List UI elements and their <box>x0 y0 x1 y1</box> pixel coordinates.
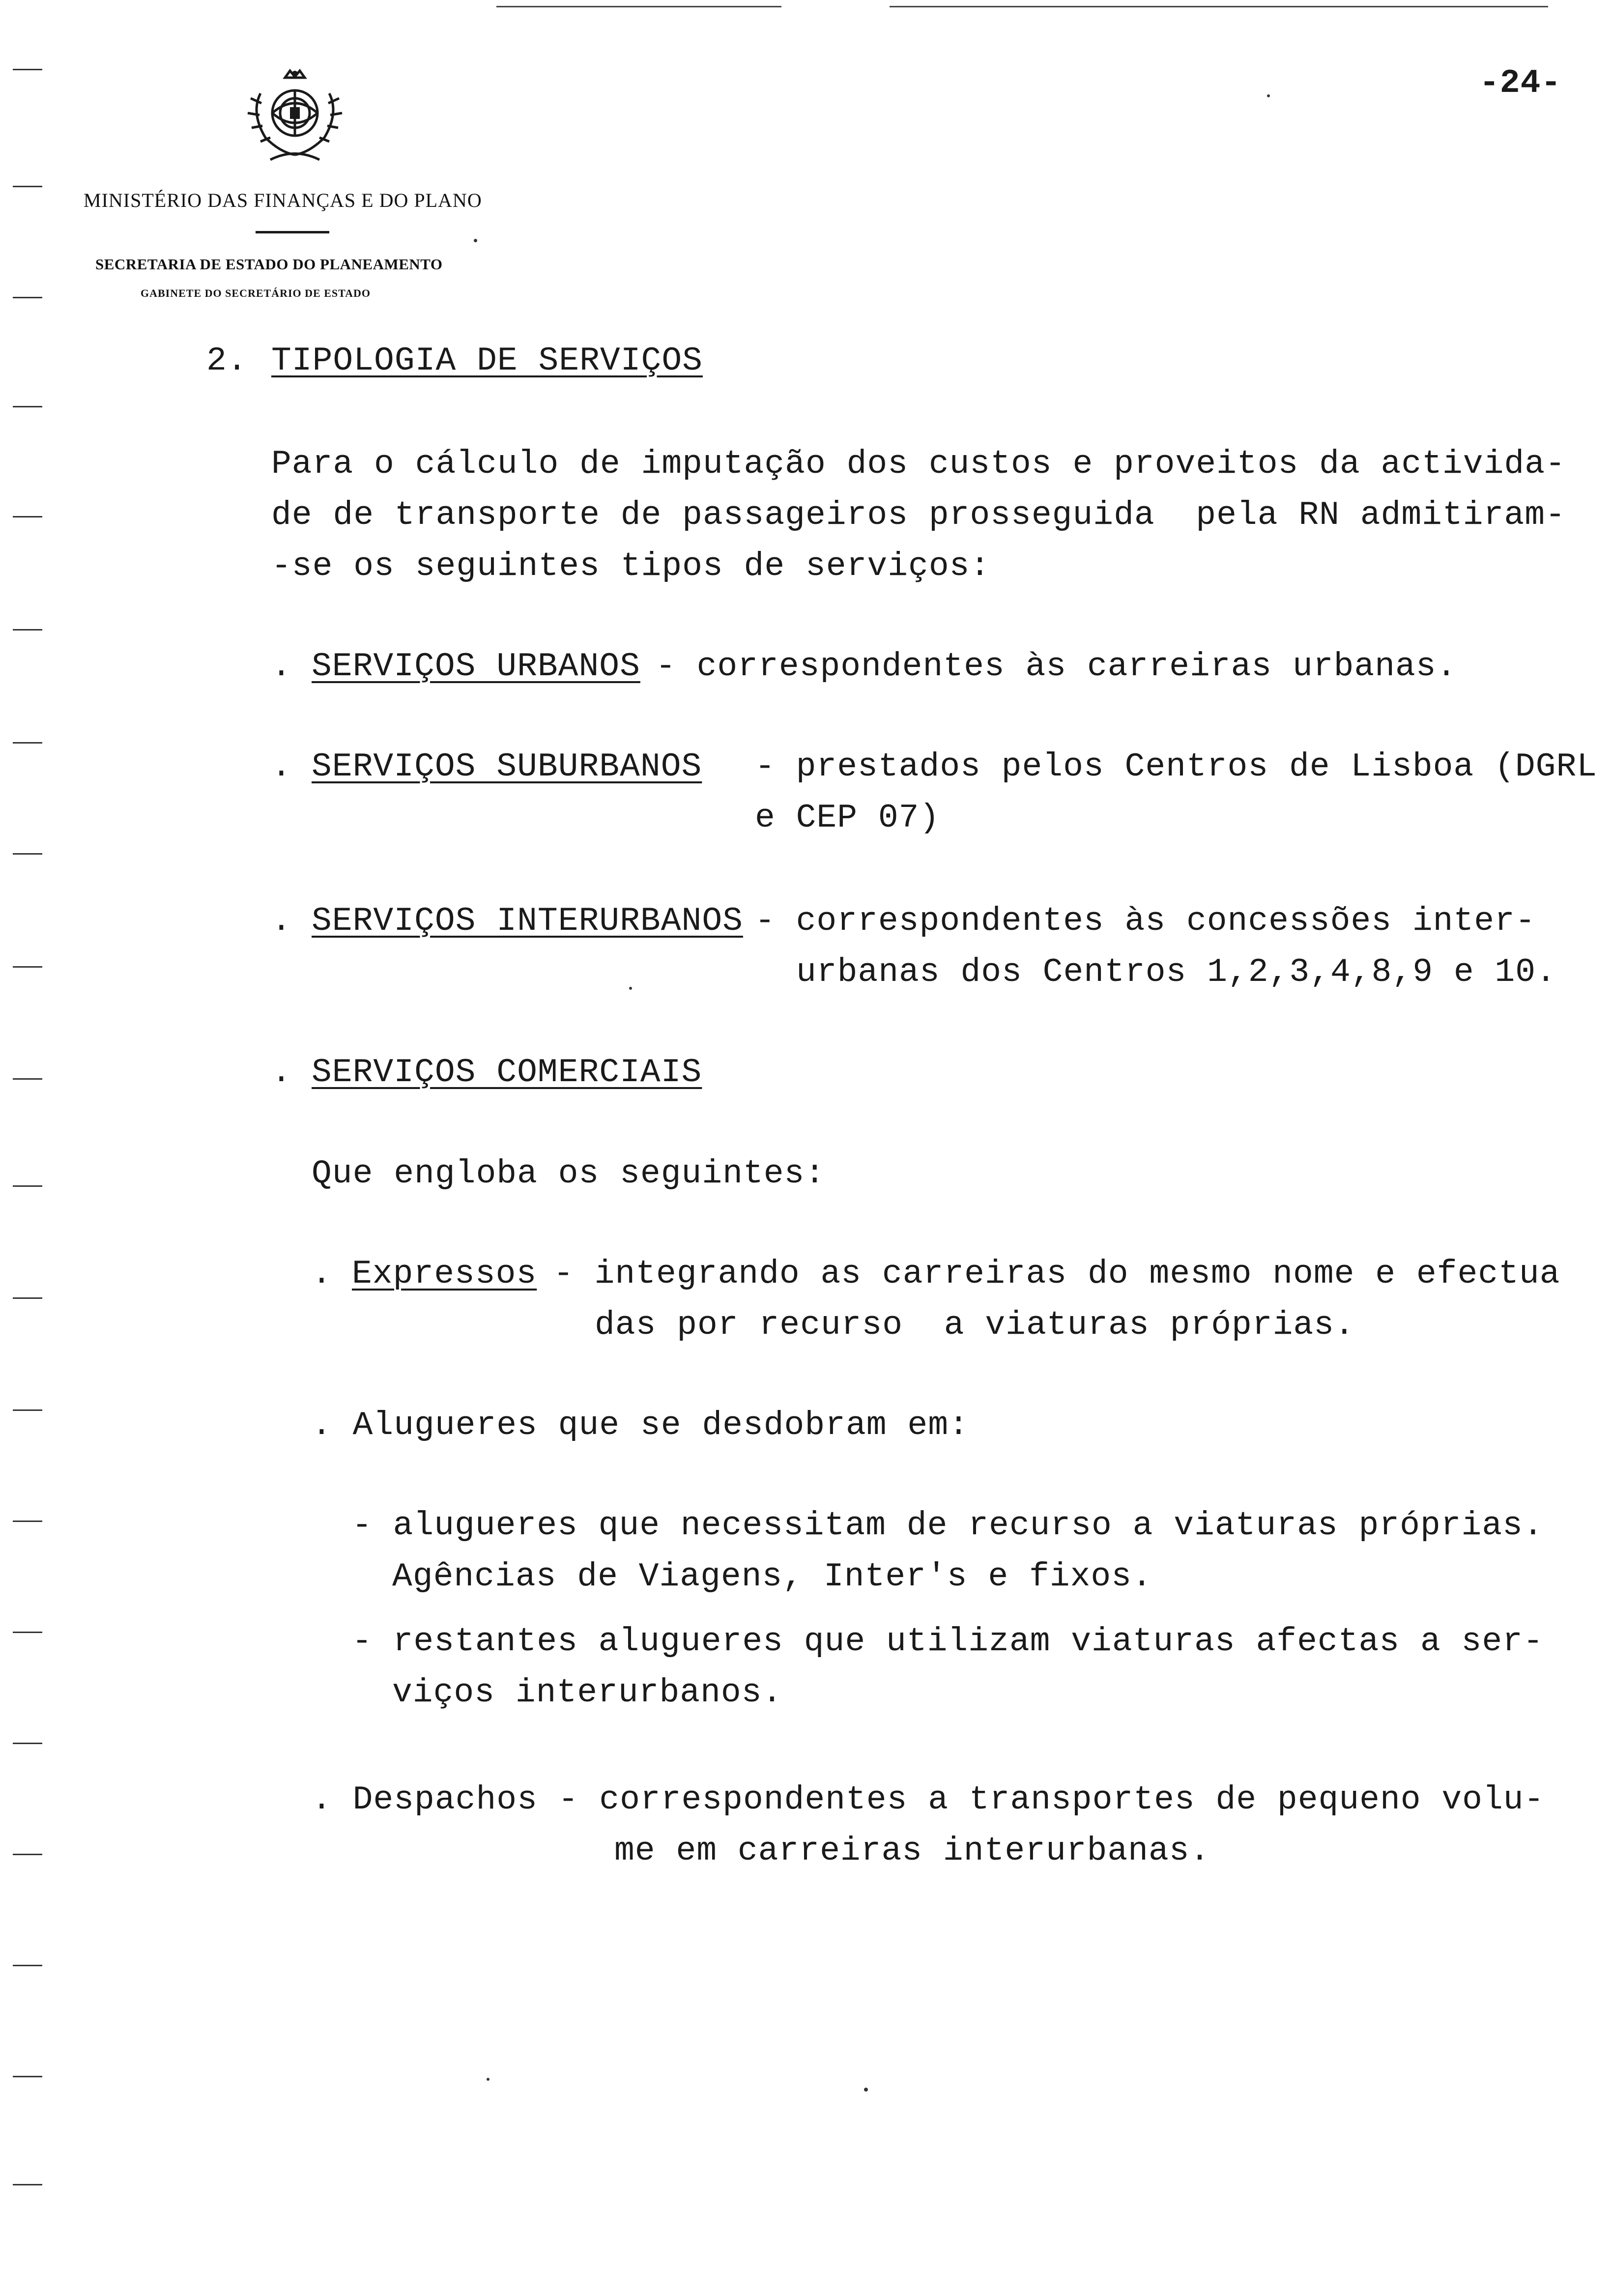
margin-mark <box>13 1409 42 1411</box>
expressos-desc: - integrando as carreiras do mesmo nome e efectua <box>553 1255 1560 1293</box>
margin-mark <box>13 1297 42 1299</box>
service-label-urbanos: SERVIÇOS URBANOS <box>312 648 640 686</box>
ministry-name: MINISTÉRIO DAS FINANÇAS E DO PLANO <box>84 189 482 211</box>
margin-mark <box>13 629 42 631</box>
alugueres-intro: . Alugueres que se desdobram em: <box>312 1406 969 1444</box>
margin-mark <box>13 1632 42 1633</box>
bullet: . <box>271 902 292 940</box>
margin-mark <box>13 1521 42 1522</box>
speck <box>474 239 477 242</box>
margin-mark <box>13 966 42 968</box>
margin-mark <box>13 1965 42 1966</box>
margin-mark <box>13 186 42 187</box>
service-desc-suburbanos: - prestados pelos Centros de Lisboa (DGRL <box>755 748 1598 786</box>
coat-of-arms-emblem <box>231 64 359 167</box>
bullet: . <box>271 748 292 786</box>
speck <box>629 987 632 990</box>
margin-mark <box>13 406 42 407</box>
service-label-comerciais: SERVIÇOS COMERCIAIS <box>312 1054 702 1091</box>
margin-mark <box>13 516 42 517</box>
service-desc-interurbanos: - correspondentes às concessões inter- <box>755 902 1536 940</box>
despachos-line-2: me em carreiras interurbanas. <box>614 1832 1210 1870</box>
margin-mark <box>13 1185 42 1187</box>
service-desc-suburbanos-2: e CEP 07) <box>755 799 940 837</box>
office-name: GABINETE DO SECRETÁRIO DE ESTADO <box>141 287 371 299</box>
page-number: -24- <box>1479 64 1562 102</box>
service-desc-interurbanos-2: urbanas dos Centros 1,2,3,4,8,9 e 10. <box>796 953 1556 991</box>
service-label-interurbanos: SERVIÇOS INTERURBANOS <box>312 902 743 940</box>
scan-edge-line <box>496 6 781 7</box>
comerciais-intro: Que engloba os seguintes: <box>312 1155 826 1193</box>
alugueres-item-2-line-2: viços interurbanos. <box>392 1674 783 1712</box>
margin-mark <box>13 297 42 298</box>
margin-mark <box>13 1743 42 1744</box>
speck <box>1267 94 1270 97</box>
service-desc-urbanos: - correspondentes às carreiras urbanas. <box>656 648 1457 686</box>
margin-mark <box>13 2184 42 2185</box>
margin-mark <box>13 2076 42 2077</box>
bullet: . <box>271 1054 292 1091</box>
speck <box>487 2078 489 2081</box>
expressos-label: Expressos <box>352 1255 537 1293</box>
expressos-desc-2: das por recurso a viaturas próprias. <box>595 1306 1355 1344</box>
despachos-line-1: . Despachos - correspondentes a transportes de pequeno volu- <box>312 1781 1545 1819</box>
margin-mark <box>13 742 42 744</box>
speck <box>864 2088 868 2092</box>
margin-mark <box>13 853 42 855</box>
scan-edge-line <box>890 6 1548 7</box>
section-number: 2. <box>206 342 248 380</box>
bullet: . <box>271 648 292 686</box>
alugueres-item-2: - restantes alugueres que utilizam viaturas afectas a ser- <box>352 1623 1544 1661</box>
intro-line-3: -se os seguintes tipos de serviços: <box>271 547 991 585</box>
margin-mark <box>13 69 42 70</box>
section-title: TIPOLOGIA DE SERVIÇOS <box>271 342 703 380</box>
intro-line-1: Para o cálculo de imputação dos custos e proveitos da activida- <box>271 445 1566 483</box>
intro-line-2: de de transporte de passageiros prosseguida pela RN admitiram- <box>271 496 1566 534</box>
margin-mark <box>13 1854 42 1855</box>
bullet: . <box>312 1255 332 1293</box>
alugueres-item-1: - alugueres que necessitam de recurso a viaturas próprias. <box>352 1507 1544 1545</box>
service-label-suburbanos: SERVIÇOS SUBURBANOS <box>312 748 702 786</box>
margin-mark <box>13 1078 42 1080</box>
alugueres-item-1-line-2: Agências de Viagens, Inter's e fixos. <box>392 1558 1152 1596</box>
header-divider <box>256 231 329 233</box>
secretariat-name: SECRETARIA DE ESTADO DO PLANEAMENTO <box>95 256 443 273</box>
